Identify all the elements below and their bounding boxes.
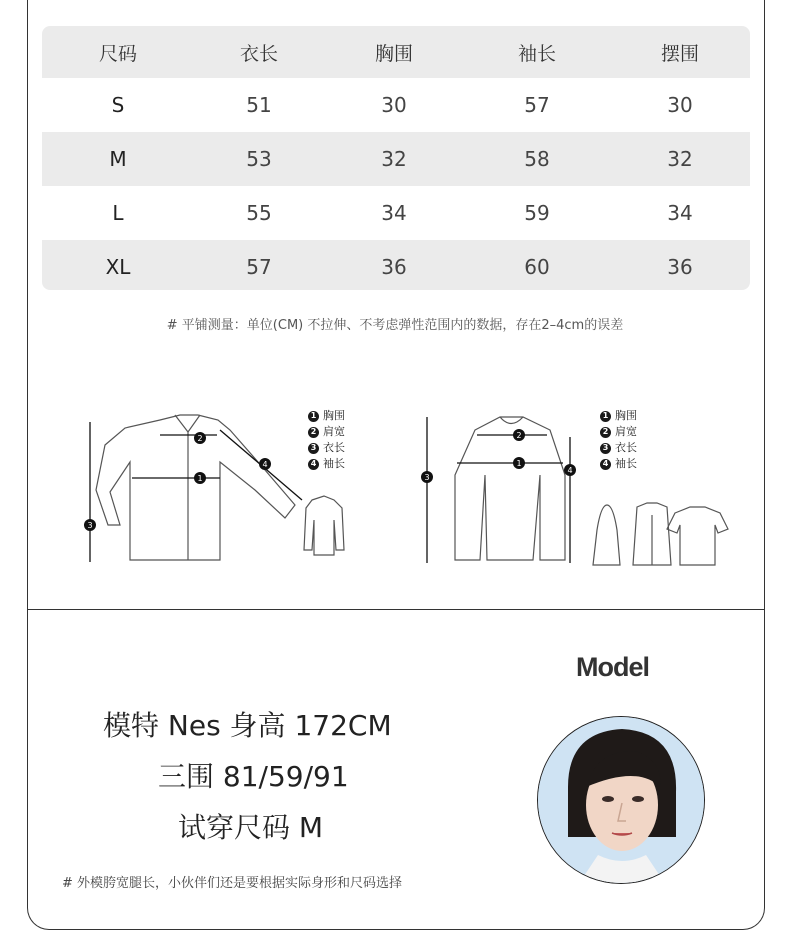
svg-text:4: 4 <box>567 466 573 475</box>
legend-item <box>308 408 345 424</box>
header-size: 尺码 <box>98 42 137 65</box>
legend-label: 袖长 <box>323 457 345 470</box>
measurement-note: # 平铺测量：单位(CM) 不拉伸、不考虑弹性范围内的数据，存在2–4cm的误差 <box>166 318 624 333</box>
legend-label: 袖长 <box>615 457 637 470</box>
svg-text:1: 1 <box>516 459 522 468</box>
legend-label: 衣长 <box>615 441 637 454</box>
header-sleeve: 袖长 <box>517 42 556 65</box>
table-row <box>42 240 750 290</box>
table-row <box>42 78 750 132</box>
legend-label: 肩宽 <box>615 425 637 438</box>
legend-item <box>600 456 637 472</box>
sweater-measure-diagram <box>415 405 735 575</box>
model-avatar <box>537 716 705 884</box>
legend-item <box>600 424 637 440</box>
model-try-size: 试穿尺码 M <box>178 811 324 844</box>
number-badge-icon: 4 <box>600 459 611 470</box>
table-cell: 57 <box>246 255 272 279</box>
table-cell: 34 <box>381 201 407 225</box>
table-cell: 36 <box>667 255 693 279</box>
legend-label: 肩宽 <box>323 425 345 438</box>
shirt-legend <box>308 408 345 472</box>
table-cell: XL <box>105 255 131 279</box>
header-hem: 摆围 <box>660 42 699 65</box>
legend-item <box>600 440 637 456</box>
table-cell: M <box>109 147 127 171</box>
number-badge-icon: 1 <box>308 411 319 422</box>
table-cell: 36 <box>381 255 407 279</box>
table-row <box>42 186 750 240</box>
legend-item <box>308 440 345 456</box>
number-badge-icon: 3 <box>600 443 611 454</box>
size-table <box>42 26 750 290</box>
svg-text:3: 3 <box>87 521 93 530</box>
model-measurements: 三围 81/59/91 <box>158 760 349 793</box>
number-badge-icon: 1 <box>600 411 611 422</box>
legend-item <box>308 456 345 472</box>
table-header-row <box>42 26 750 78</box>
model-portrait-icon <box>538 717 705 884</box>
svg-text:4: 4 <box>262 460 268 469</box>
svg-text:3: 3 <box>424 473 430 482</box>
legend-item <box>308 424 345 440</box>
table-cell: 34 <box>667 201 693 225</box>
table-cell: 30 <box>381 93 407 117</box>
svg-text:2: 2 <box>197 434 203 443</box>
table-cell: 55 <box>246 201 272 225</box>
table-cell: 59 <box>524 201 550 225</box>
table-row <box>42 132 750 186</box>
table-cell: 32 <box>381 147 407 171</box>
table-cell: 58 <box>524 147 550 171</box>
header-chest: 胸围 <box>374 42 413 65</box>
table-cell: 51 <box>246 93 272 117</box>
number-badge-icon: 3 <box>308 443 319 454</box>
legend-item <box>600 408 637 424</box>
model-name-height: 模特 Nes 身高 172CM <box>103 709 392 742</box>
sweater-legend <box>600 408 637 472</box>
svg-text:1: 1 <box>197 474 203 483</box>
table-cell: L <box>112 201 124 225</box>
model-footnote: # 外模胯宽腿长，小伙伴们还是要根据实际身形和尺码选择 <box>62 876 403 891</box>
legend-label: 胸围 <box>323 409 345 422</box>
table-cell: 30 <box>667 93 693 117</box>
table-cell: 57 <box>524 93 550 117</box>
number-badge-icon: 2 <box>308 427 319 438</box>
table-cell: 53 <box>246 147 272 171</box>
legend-label: 胸围 <box>615 409 637 422</box>
number-badge-icon: 4 <box>308 459 319 470</box>
number-badge-icon: 2 <box>600 427 611 438</box>
table-cell: S <box>111 93 125 117</box>
table-cell: 32 <box>667 147 693 171</box>
header-length: 衣长 <box>239 42 278 65</box>
table-cell: 60 <box>524 255 550 279</box>
legend-label: 衣长 <box>323 441 345 454</box>
model-heading: Model <box>576 652 649 682</box>
svg-text:2: 2 <box>516 431 522 440</box>
